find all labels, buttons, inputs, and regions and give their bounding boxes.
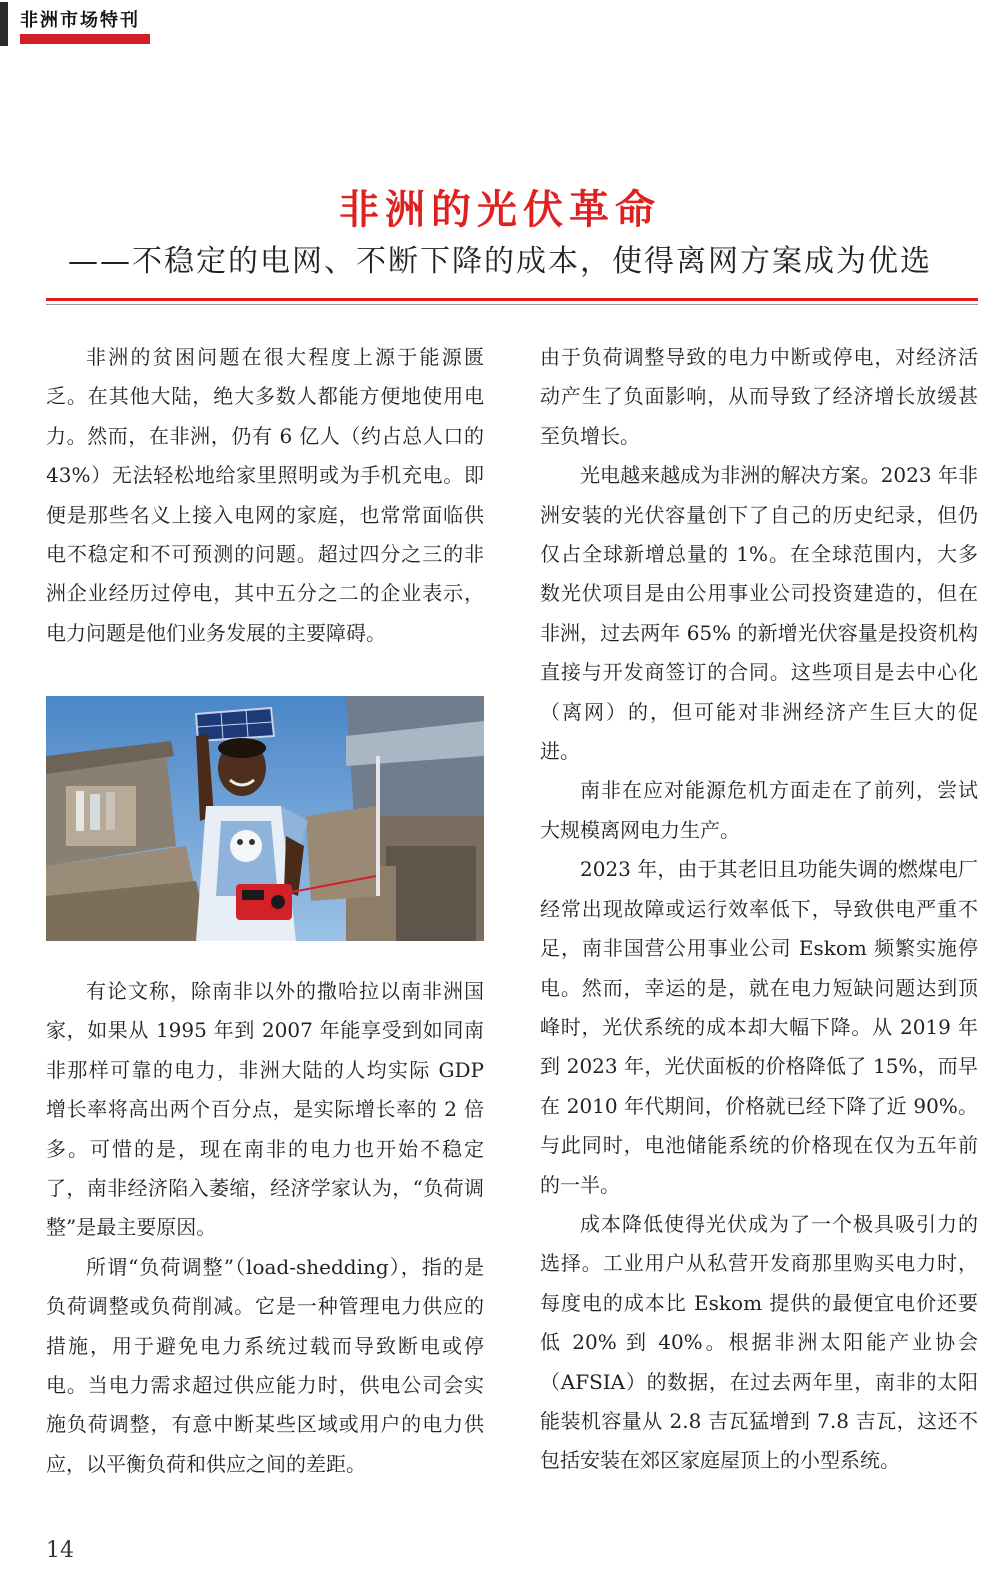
- article-subtitle: ——不稳定的电网、不断下降的成本，使得离网方案成为优选: [68, 244, 932, 279]
- left-column-bottom: [46, 972, 484, 1484]
- photo-child-with-solar-panel: [46, 696, 484, 941]
- section-tag: 非洲市场特刊: [20, 10, 140, 31]
- header-bar: [0, 2, 8, 46]
- title-rule-thin: [46, 304, 978, 305]
- article-title: 非洲的光伏革命: [339, 187, 661, 233]
- title-rule: [46, 298, 978, 301]
- paragraph: 成本降低使得光伏成为了一个极具吸引力的选择。工业用户从私营开发商那里购买电力时，每度电的成本比 Eskom 提供的最便宜电价还要低 20% 到 40%。根据非洲太阳能产业协会（AFSIA）的数据，在过去两年里，南非的太阳能装机容量从 2.8 吉瓦猛增到 7.8 吉瓦，这还不包括安装在郊区家庭屋顶上的小型系统。: [540, 1211, 978, 1473]
- paragraph: 所谓“负荷调整”（load-shedding），指的是负荷调整或负荷削减。它是一种管理电力供应的措施，用于避免电力系统过载而导致断电或停电。当电力需求超过供应能力时，供电公司会实施负荷调整，有意中断某些区域或用户的电力供应，以平衡负荷和供应之间的差距。: [46, 1254, 484, 1476]
- section-tag-underline: [20, 34, 150, 44]
- paragraph: 光电越来越成为非洲的解决方案。2023 年非洲安装的光伏容量创下了自己的历史纪录，但仍仅占全球新增总量的 1%。在全球范围内，大多数光伏项目是由公用事业公司投资建造的，但在非洲，过去两年 65% 的新增光伏容量是投资机构直接与开发商签订的合同。这些项目是去中心化（离网）的，但可能对非洲经济产生巨大的促进。: [540, 463, 978, 764]
- paragraph: 南非在应对能源危机方面走在了前列，尝试大规模离网电力生产。: [540, 778, 978, 842]
- paragraph: 2023 年，由于其老旧且功能失调的燃煤电厂经常出现故障或运行效率低下，导致供电严重不足，南非国营公用事业公司 Eskom 频繁实施停电。然而，幸运的是，就在电力短缺问题达到顶峰时，光伏系统的成本却大幅下降。从 2019 年到 2023 年，光伏面板的价格降低了 15%，而早在 2010 年代期间，价格就已经下降了近 90%。与此同时，电池储能系统的价格现在仅为五年前的一半。: [540, 857, 978, 1197]
- right-column: [540, 338, 978, 1481]
- left-column-top: [46, 338, 484, 653]
- page-number: 14: [46, 1538, 74, 1563]
- paragraph-continued: 由于负荷调整导致的电力中断或停电，对经济活动产生了负面影响，从而导致了经济增长放缓甚至负增长。: [540, 345, 978, 448]
- paragraph: 非洲的贫困问题在很大程度上源于能源匮乏。在其他大陆，绝大多数人都能方便地使用电力。然而，在非洲，仍有 6 亿人（约占总人口的 43%）无法轻松地给家里照明或为手机充电。即便是那些名义上接入电网的家庭，也常常面临供电不稳定和不可预测的问题。超过四分之三的非洲企业经历过停电，其中五分之二的企业表示，电力问题是他们业务发展的主要障碍。: [46, 345, 484, 645]
- paragraph: 有论文称，除南非以外的撒哈拉以南非洲国家，如果从 1995 年到 2007 年能享受到如同南非那样可靠的电力，非洲大陆的人均实际 GDP 增长率将高出两个百分点，是实际增长率的 2 倍多。可惜的是，现在南非的电力也开始不稳定了，南非经济陷入萎缩，经济学家认为，“负荷调整”是最主要原因。: [46, 979, 484, 1240]
- article-photo: [46, 696, 484, 941]
